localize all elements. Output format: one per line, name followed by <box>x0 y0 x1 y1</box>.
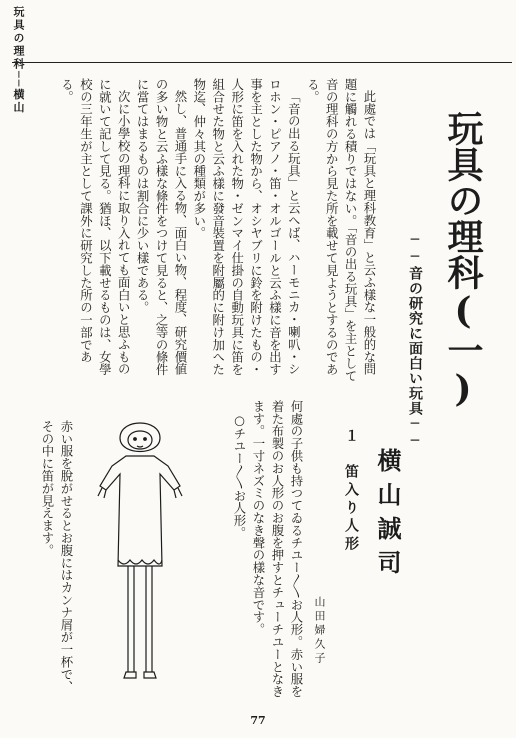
article-subtitle: ──音の研究に面白い玩具── <box>407 232 423 450</box>
section-heading: １ 笛入り人形 <box>343 428 359 554</box>
intro-paragraph: 次に小學校の理科に取り入れても面白いと思ふものに就いて記して見る。猶ほ、以下載せるものは、女學校の三年生が主として課外に研究した所の一部である。 <box>59 78 132 376</box>
article-title: 玩具の理科(一) <box>442 110 484 410</box>
header-rule <box>12 62 512 63</box>
page-number: 77 <box>250 714 266 727</box>
section-body: 何處の子供も持つてゐるチユー〳〵お人形。赤い服を着た布製のお人形のお腹を押すとチューチユーとなきます。一寸ネズミのなき聲の樣な音です。 ○チユー〳〵お人形。 <box>232 400 304 698</box>
section-author: 山田婦久子 <box>313 596 326 666</box>
intro-paragraph: 然し、普通手に入る物、面白い物、程度、研究價値の多い物と云ふ樣な條件をつけて見ると、之等の條件に當てはまるものは割合に少い樣である。 <box>135 78 188 376</box>
intro-paragraph: 此處では「玩具と理科教育」と云ふ樣な一般的な問題に觸れる積りではない。「音の出る玩具」を主として音の理科の方から見た所を載せて見ようとするのである。 <box>305 78 377 382</box>
doll-illustration <box>90 410 190 690</box>
running-head: 玩具の理科──横山 <box>12 6 25 115</box>
article-author: 横山誠司 <box>373 448 402 584</box>
intro-text <box>59 78 378 383</box>
figure-caption: 赤い服を脫がせるとお腹にはカンナ屑が一杯で、その中に笛が見えます。 <box>40 420 74 693</box>
intro-paragraph: 「音の出る玩具」と云へば、ハーモニカ・喇叭・シロホン・ピアノ・笛・オルゴールと云ふ樣に音を出す事を主とした物から、オシヤブリに鈴を附けたもの・人形に笛を入れた物・ゼンマイ仕掛の自動玩具に笛を組合せた物と云ふ樣に發音裝置を附屬的に附け加へた物迄、仲々其の種類が多い。 <box>191 78 302 376</box>
